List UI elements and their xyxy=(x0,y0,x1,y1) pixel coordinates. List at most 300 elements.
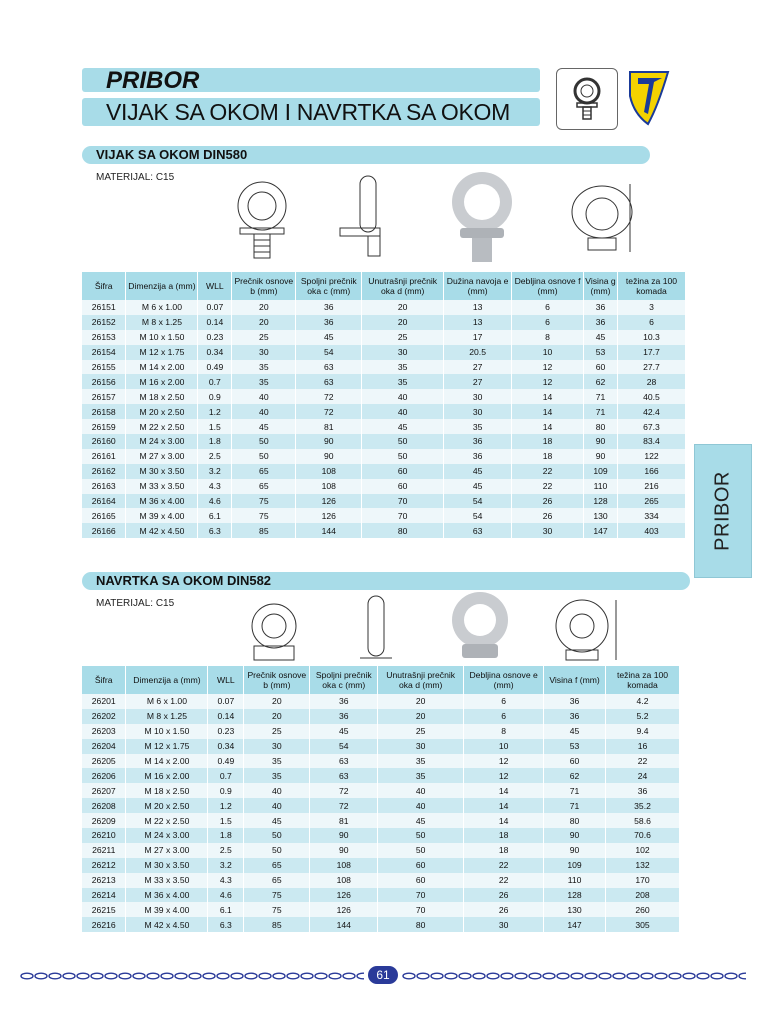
table-cell: 81 xyxy=(310,813,378,828)
table-cell: 36 xyxy=(606,783,680,798)
table-cell: 45 xyxy=(444,479,512,494)
table-cell: 80 xyxy=(378,917,464,932)
section2-material: MATERIJAL: C15 xyxy=(96,598,175,609)
table-cell: 35 xyxy=(378,754,464,769)
table-cell: 40 xyxy=(378,783,464,798)
table-cell: 63 xyxy=(310,768,378,783)
table-cell: 85 xyxy=(244,917,310,932)
table-cell: 50 xyxy=(362,434,444,449)
chain-link-icon xyxy=(697,973,709,979)
eye-bolt-drawing xyxy=(210,164,680,268)
table-row xyxy=(82,330,686,345)
table-cell: 40 xyxy=(378,798,464,813)
table-cell: 3.2 xyxy=(208,858,244,873)
table-cell: 4.2 xyxy=(606,694,680,709)
chain-link-icon xyxy=(231,973,243,979)
table-cell: 50 xyxy=(244,843,310,858)
table-cell: 1.5 xyxy=(208,813,244,828)
table-cell: 305 xyxy=(606,917,680,932)
table-cell: 70 xyxy=(362,494,444,509)
table-cell: 20 xyxy=(378,709,464,724)
table-cell: 109 xyxy=(584,464,618,479)
table-cell: 26212 xyxy=(82,858,126,873)
chain-link-icon xyxy=(217,973,229,979)
table-cell: 26157 xyxy=(82,389,126,404)
table-cell: 26216 xyxy=(82,917,126,932)
table-row xyxy=(82,694,680,709)
table-cell: 75 xyxy=(232,494,296,509)
table-cell: M 18 x 2.50 xyxy=(126,783,208,798)
chain-link-icon xyxy=(105,973,117,979)
table-cell: 53 xyxy=(584,345,618,360)
table-cell: 71 xyxy=(584,404,618,419)
table-cell: 0.07 xyxy=(198,300,232,315)
table-row xyxy=(82,813,680,828)
table-cell: 26208 xyxy=(82,798,126,813)
table-cell: 72 xyxy=(310,783,378,798)
table-header-row xyxy=(82,272,686,300)
table-cell: 1.5 xyxy=(198,419,232,434)
table-cell: 110 xyxy=(544,873,606,888)
table-cell: 80 xyxy=(584,419,618,434)
table-cell: M 6 x 1.00 xyxy=(126,300,198,315)
table-cell: 75 xyxy=(232,508,296,523)
table-cell: 10 xyxy=(464,739,544,754)
table-cell: 8 xyxy=(464,724,544,739)
column-header: Spoljni prečnik oka c (mm) xyxy=(296,272,362,300)
table-cell: 26 xyxy=(464,888,544,903)
table-row xyxy=(82,494,686,509)
table-cell: 60 xyxy=(544,754,606,769)
chain-link-icon xyxy=(725,973,737,979)
table-cell: 170 xyxy=(606,873,680,888)
table-cell: 16 xyxy=(606,739,680,754)
table-cell: 6.1 xyxy=(208,902,244,917)
chain-link-icon xyxy=(543,973,555,979)
table-cell: M 16 x 2.00 xyxy=(126,374,198,389)
table-cell: 18 xyxy=(512,449,584,464)
table-cell: 26159 xyxy=(82,419,126,434)
table-cell: M 16 x 2.00 xyxy=(126,768,208,783)
table-cell: 1.2 xyxy=(198,404,232,419)
table-cell: 63 xyxy=(296,374,362,389)
chain-link-icon xyxy=(273,973,285,979)
table-cell: 26162 xyxy=(82,464,126,479)
table-cell: M 39 x 4.00 xyxy=(126,902,208,917)
table-cell: 35 xyxy=(244,768,310,783)
table-cell: 54 xyxy=(310,739,378,754)
chain-link-icon xyxy=(343,973,355,979)
table-row xyxy=(82,508,686,523)
table-cell: 70 xyxy=(378,902,464,917)
table-cell: 6.3 xyxy=(198,523,232,538)
table-row xyxy=(82,419,686,434)
table-cell: 45 xyxy=(362,419,444,434)
column-header: Visina g (mm) xyxy=(584,272,618,300)
table-cell: 6 xyxy=(512,300,584,315)
table-cell: M 33 x 3.50 xyxy=(126,479,198,494)
eye-nut-drawing xyxy=(226,586,646,666)
table-cell: 6 xyxy=(464,709,544,724)
table-cell: 1.8 xyxy=(198,434,232,449)
table-cell: M 36 x 4.00 xyxy=(126,888,208,903)
table-cell: 26164 xyxy=(82,494,126,509)
column-header: Unutrašnji prečnik oka d (mm) xyxy=(378,666,464,694)
table-cell: 18 xyxy=(464,828,544,843)
table-cell: 12 xyxy=(464,768,544,783)
table-cell: M 8 x 1.25 xyxy=(126,709,208,724)
table-cell: 26156 xyxy=(82,374,126,389)
table-cell: 0.14 xyxy=(198,315,232,330)
table-cell: 45 xyxy=(296,330,362,345)
table-cell: 71 xyxy=(544,783,606,798)
table-cell: 144 xyxy=(310,917,378,932)
table-cell: 72 xyxy=(310,798,378,813)
table-row xyxy=(82,479,686,494)
table-cell: 25 xyxy=(232,330,296,345)
table-cell: 36 xyxy=(444,449,512,464)
chain-link-icon xyxy=(287,973,299,979)
table-cell: 36 xyxy=(296,315,362,330)
table-cell: 1.2 xyxy=(208,798,244,813)
table-cell: 108 xyxy=(296,464,362,479)
column-header: WLL xyxy=(208,666,244,694)
section2-title: NAVRTKA SA OKOM DIN582 xyxy=(96,573,272,588)
table-cell: 65 xyxy=(232,464,296,479)
chain-link-icon xyxy=(739,973,746,979)
table-cell: 0.23 xyxy=(198,330,232,345)
table-cell: 81 xyxy=(296,419,362,434)
table-cell: 90 xyxy=(296,434,362,449)
chain-link-icon xyxy=(35,973,47,979)
table-cell: M 14 x 2.00 xyxy=(126,360,198,375)
section1-title: VIJAK SA OKOM DIN580 xyxy=(96,147,248,162)
table-cell: 12 xyxy=(464,754,544,769)
table-cell: 20 xyxy=(378,694,464,709)
table-cell: M 12 x 1.75 xyxy=(126,345,198,360)
table-cell: 109 xyxy=(544,858,606,873)
column-header: Dimenzija a (mm) xyxy=(126,666,208,694)
chain-link-icon xyxy=(641,973,653,979)
table-cell: M 14 x 2.00 xyxy=(126,754,208,769)
chain-link-icon xyxy=(683,973,695,979)
table-cell: 60 xyxy=(362,479,444,494)
table-row xyxy=(82,768,680,783)
table-cell: 70 xyxy=(362,508,444,523)
chain-link-icon xyxy=(585,973,597,979)
table-row xyxy=(82,464,686,479)
table-cell: M 12 x 1.75 xyxy=(126,739,208,754)
chain-link-icon xyxy=(669,973,681,979)
chain-link-icon xyxy=(203,973,215,979)
table-cell: 260 xyxy=(606,902,680,917)
chain-link-icon xyxy=(711,973,723,979)
table-cell: M 10 x 1.50 xyxy=(126,330,198,345)
table-row xyxy=(82,449,686,464)
table-cell: 90 xyxy=(310,828,378,843)
table-cell: 0.7 xyxy=(198,374,232,389)
chain-link-icon xyxy=(515,973,527,979)
table-cell: 334 xyxy=(617,508,685,523)
table-cell: 27 xyxy=(444,374,512,389)
table-cell: 65 xyxy=(232,479,296,494)
chain-link-icon xyxy=(189,973,201,979)
chain-link-icon xyxy=(119,973,131,979)
table-cell: M 42 x 4.50 xyxy=(126,917,208,932)
table-cell: 126 xyxy=(296,508,362,523)
chain-link-icon xyxy=(613,973,625,979)
table-row xyxy=(82,783,680,798)
table-cell: M 6 x 1.00 xyxy=(126,694,208,709)
table-cell: 22 xyxy=(464,873,544,888)
table-cell: 26204 xyxy=(82,739,126,754)
company-logo xyxy=(624,66,672,128)
side-tab xyxy=(694,444,752,578)
chain-link-icon xyxy=(259,973,271,979)
chain-link-icon xyxy=(501,973,513,979)
table-cell: 45 xyxy=(378,813,464,828)
table-cell: 26 xyxy=(512,508,584,523)
table-cell: 35 xyxy=(378,768,464,783)
table-cell: 54 xyxy=(296,345,362,360)
table-cell: 26152 xyxy=(82,315,126,330)
table-cell: 4.6 xyxy=(198,494,232,509)
table-header-row xyxy=(82,666,680,694)
table-cell: 14 xyxy=(464,813,544,828)
table-cell: 0.9 xyxy=(208,783,244,798)
table-cell: 83.4 xyxy=(617,434,685,449)
table-cell: 2.5 xyxy=(198,449,232,464)
table-cell: 26205 xyxy=(82,754,126,769)
table-cell: 26215 xyxy=(82,902,126,917)
table-cell: 75 xyxy=(244,902,310,917)
table-cell: 10.3 xyxy=(617,330,685,345)
table-row xyxy=(82,374,686,389)
table-cell: 62 xyxy=(584,374,618,389)
table-cell: 126 xyxy=(310,902,378,917)
table-cell: 50 xyxy=(244,828,310,843)
table-cell: 14 xyxy=(512,389,584,404)
table-cell: 4.3 xyxy=(208,873,244,888)
table-cell: 35 xyxy=(232,374,296,389)
table-cell: 9.4 xyxy=(606,724,680,739)
table-cell: 265 xyxy=(617,494,685,509)
table-row xyxy=(82,360,686,375)
table-cell: 63 xyxy=(296,360,362,375)
table-cell: 26151 xyxy=(82,300,126,315)
header-subtitle-bar xyxy=(82,98,540,126)
column-header: Dužina navoja e (mm) xyxy=(444,272,512,300)
table-cell: 208 xyxy=(606,888,680,903)
table-row xyxy=(82,873,680,888)
table-cell: 3 xyxy=(617,300,685,315)
chain-link-icon xyxy=(487,973,499,979)
table-cell: 25 xyxy=(244,724,310,739)
header-title-bar xyxy=(82,68,540,92)
table-cell: 35 xyxy=(444,419,512,434)
table-cell: 54 xyxy=(444,494,512,509)
table-row xyxy=(82,843,680,858)
page-number: 61 xyxy=(368,966,398,984)
table-cell: 122 xyxy=(617,449,685,464)
table-cell: 26201 xyxy=(82,694,126,709)
chain-border-left xyxy=(20,972,364,980)
table-cell: 102 xyxy=(606,843,680,858)
table-cell: M 24 x 3.00 xyxy=(126,434,198,449)
table-row xyxy=(82,300,686,315)
table-cell: 18 xyxy=(512,434,584,449)
table-cell: 70.6 xyxy=(606,828,680,843)
table-cell: 403 xyxy=(617,523,685,538)
table-cell: 36 xyxy=(584,315,618,330)
table-cell: 6.1 xyxy=(198,508,232,523)
table-cell: 132 xyxy=(606,858,680,873)
table-cell: 5.2 xyxy=(606,709,680,724)
table-cell: 26158 xyxy=(82,404,126,419)
table-cell: 26210 xyxy=(82,828,126,843)
table-cell: 45 xyxy=(444,464,512,479)
table-cell: 18 xyxy=(464,843,544,858)
table-cell: 12 xyxy=(512,360,584,375)
column-header: Debljina osnove e (mm) xyxy=(464,666,544,694)
table-cell: 65 xyxy=(244,873,310,888)
table-cell: 17 xyxy=(444,330,512,345)
table-cell: 126 xyxy=(296,494,362,509)
chain-link-icon xyxy=(599,973,611,979)
table-cell: 6.3 xyxy=(208,917,244,932)
table-cell: 110 xyxy=(584,479,618,494)
table-cell: 90 xyxy=(584,449,618,464)
table-cell: 36 xyxy=(310,709,378,724)
table-cell: 14 xyxy=(464,798,544,813)
table-cell: 60 xyxy=(378,858,464,873)
table-cell: 26 xyxy=(464,902,544,917)
table-cell: 85 xyxy=(232,523,296,538)
table-cell: 26207 xyxy=(82,783,126,798)
chain-link-icon xyxy=(315,973,327,979)
column-header: Debljina osnove f (mm) xyxy=(512,272,584,300)
table-cell: 35 xyxy=(362,374,444,389)
table-cell: 1.8 xyxy=(208,828,244,843)
table-cell: 147 xyxy=(544,917,606,932)
table-cell: 90 xyxy=(544,843,606,858)
table-cell: 45 xyxy=(310,724,378,739)
table-row xyxy=(82,523,686,538)
table-cell: M 30 x 3.50 xyxy=(126,464,198,479)
table-cell: 54 xyxy=(444,508,512,523)
chain-link-icon xyxy=(557,973,569,979)
table-cell: 10 xyxy=(512,345,584,360)
table-cell: 2.5 xyxy=(208,843,244,858)
column-header: Dimenzija a (mm) xyxy=(126,272,198,300)
chain-link-icon xyxy=(63,973,75,979)
table-cell: 30 xyxy=(512,523,584,538)
section1-material: MATERIJAL: C15 xyxy=(96,172,175,183)
chain-link-icon xyxy=(175,973,187,979)
table-cell: 20 xyxy=(244,694,310,709)
table-cell: 0.49 xyxy=(198,360,232,375)
table-cell: 50 xyxy=(232,434,296,449)
table-cell: 4.6 xyxy=(208,888,244,903)
table-cell: 26203 xyxy=(82,724,126,739)
table-cell: 0.9 xyxy=(198,389,232,404)
column-header: Prečnik osnove b (mm) xyxy=(232,272,296,300)
table-cell: 26163 xyxy=(82,479,126,494)
chain-link-icon xyxy=(77,973,89,979)
table-cell: 26213 xyxy=(82,873,126,888)
table-cell: 30 xyxy=(244,739,310,754)
table-cell: M 39 x 4.00 xyxy=(126,508,198,523)
chain-link-icon xyxy=(21,973,33,979)
table-cell: 0.23 xyxy=(208,724,244,739)
table-cell: 40.5 xyxy=(617,389,685,404)
page-title: PRIBOR xyxy=(106,67,200,94)
table-row xyxy=(82,858,680,873)
table-cell: 130 xyxy=(544,902,606,917)
table-cell: 26155 xyxy=(82,360,126,375)
table-cell: 128 xyxy=(544,888,606,903)
table-cell: 20.5 xyxy=(444,345,512,360)
table-cell: 42.4 xyxy=(617,404,685,419)
table-cell: 72 xyxy=(296,389,362,404)
table-cell: 0.07 xyxy=(208,694,244,709)
table-cell: 108 xyxy=(310,873,378,888)
table-cell: 60 xyxy=(378,873,464,888)
table-cell: 30 xyxy=(444,389,512,404)
table-row xyxy=(82,888,680,903)
page-subtitle: VIJAK SA OKOM I NAVRTKA SA OKOM xyxy=(106,99,510,125)
table-cell: 63 xyxy=(310,754,378,769)
chain-link-icon xyxy=(91,973,103,979)
table-cell: M 10 x 1.50 xyxy=(126,724,208,739)
chain-link-icon xyxy=(445,973,457,979)
table-cell: 6 xyxy=(512,315,584,330)
table-row xyxy=(82,315,686,330)
table-cell: 216 xyxy=(617,479,685,494)
table-cell: 6 xyxy=(464,694,544,709)
table-row xyxy=(82,709,680,724)
table-cell: 128 xyxy=(584,494,618,509)
table-cell: 30 xyxy=(444,404,512,419)
table-row xyxy=(82,754,680,769)
column-header: Visina f (mm) xyxy=(544,666,606,694)
table-cell: 22 xyxy=(512,464,584,479)
table-cell: 147 xyxy=(584,523,618,538)
table-cell: 30 xyxy=(464,917,544,932)
chain-link-icon xyxy=(431,973,443,979)
table-cell: 65 xyxy=(244,858,310,873)
table-cell: 90 xyxy=(296,449,362,464)
table-cell: 45 xyxy=(584,330,618,345)
table-cell: 58.6 xyxy=(606,813,680,828)
table-cell: 8 xyxy=(512,330,584,345)
table-cell: 72 xyxy=(296,404,362,419)
table-cell: 4.3 xyxy=(198,479,232,494)
column-header: Prečnik osnove b (mm) xyxy=(244,666,310,694)
table-cell: 26214 xyxy=(82,888,126,903)
table-cell: 27.7 xyxy=(617,360,685,375)
table-cell: 36 xyxy=(310,694,378,709)
eye-bolt-icon xyxy=(556,68,618,130)
table-cell: 36 xyxy=(296,300,362,315)
table-row xyxy=(82,902,680,917)
table-cell: 126 xyxy=(310,888,378,903)
table-cell: 35 xyxy=(244,754,310,769)
table-cell: 40 xyxy=(362,389,444,404)
table-cell: 22 xyxy=(512,479,584,494)
table-cell: 40 xyxy=(232,404,296,419)
table-cell: 30 xyxy=(232,345,296,360)
